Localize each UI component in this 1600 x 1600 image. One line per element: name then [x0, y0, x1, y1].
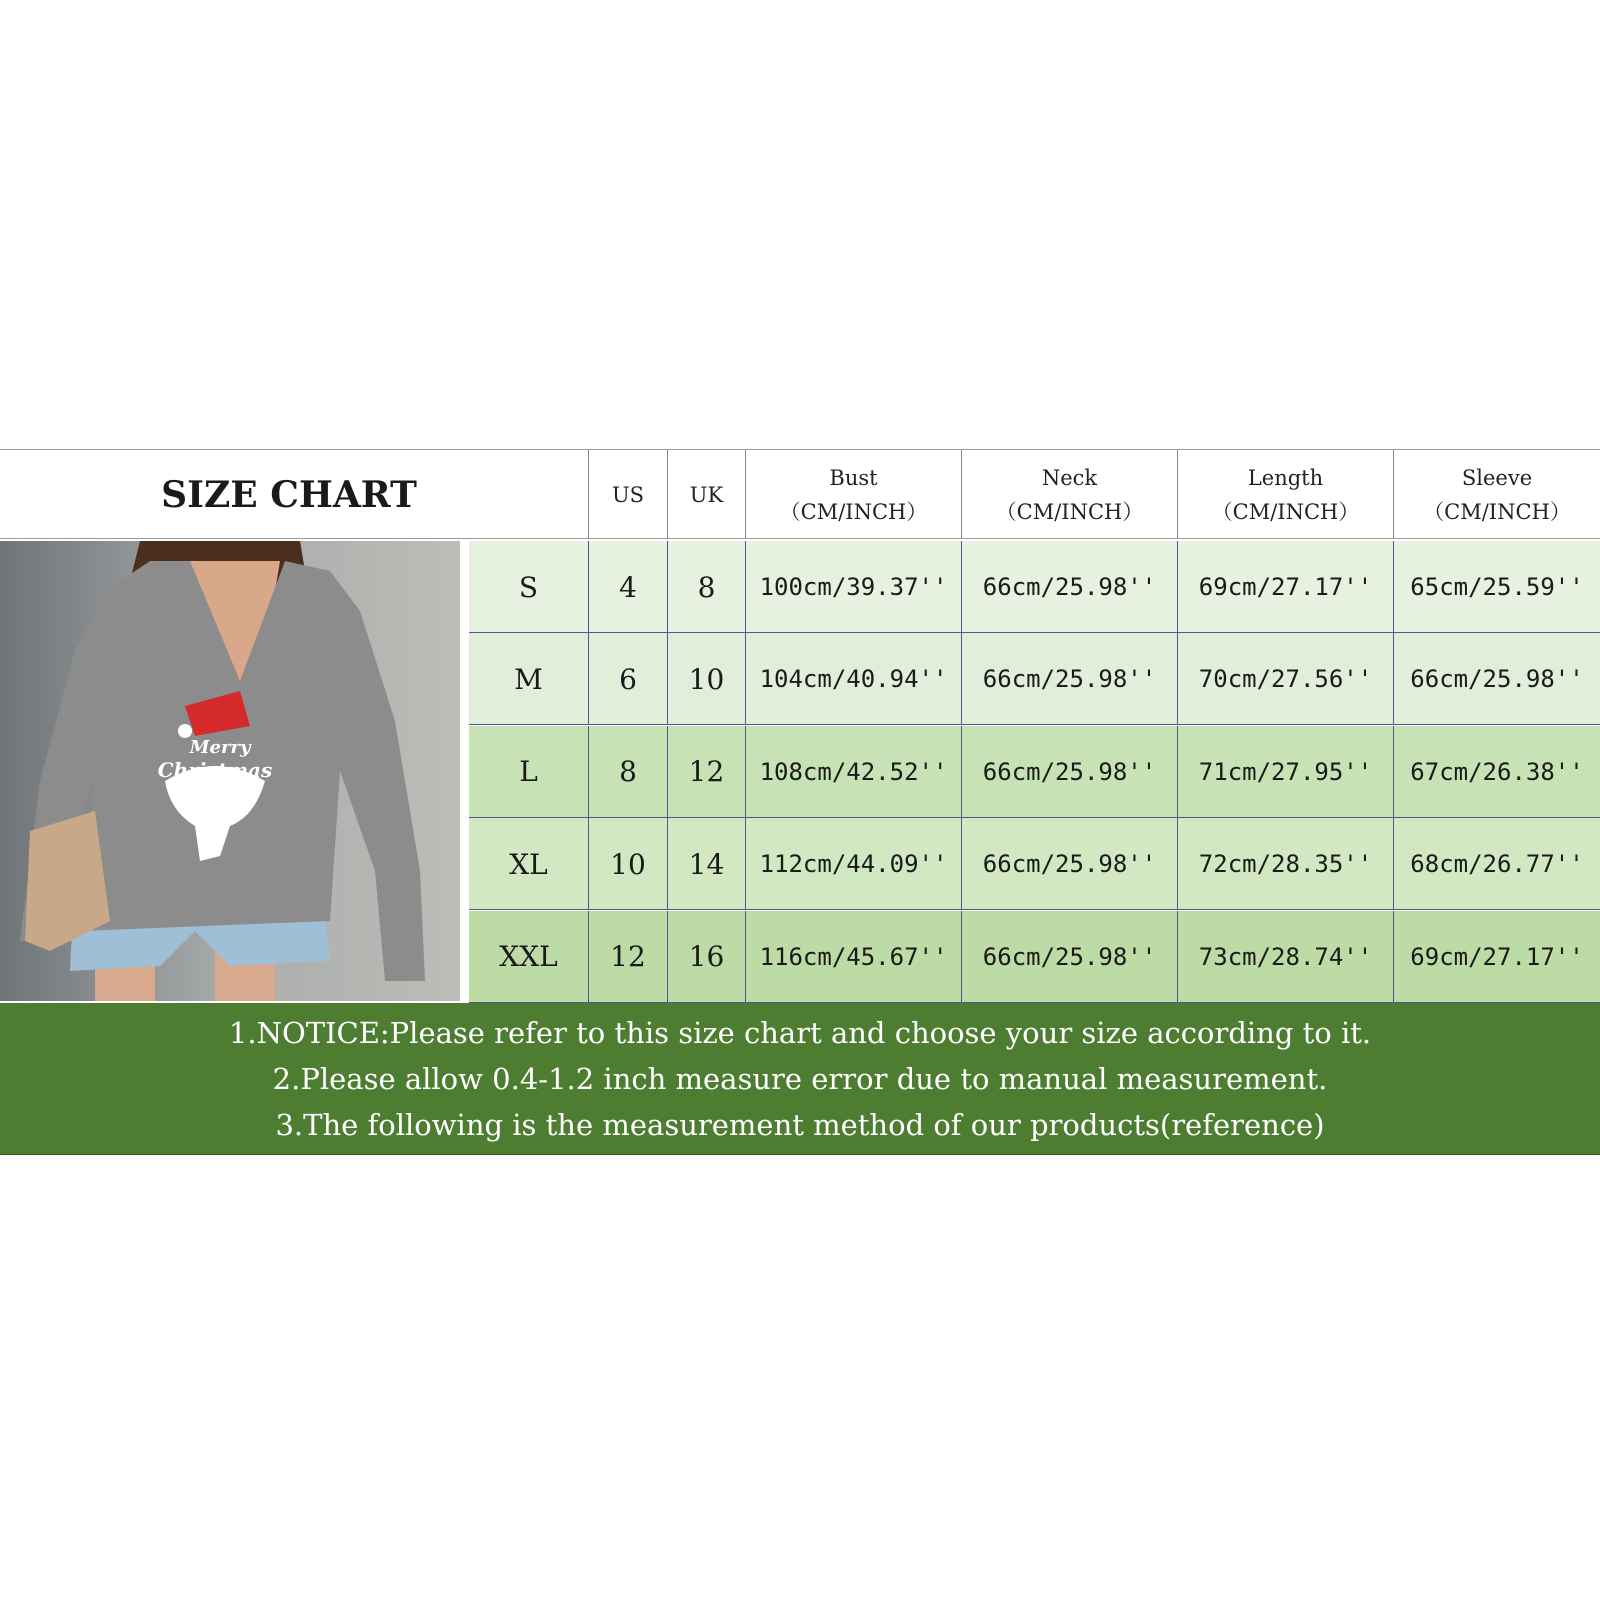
- header-bust-label: Bust: [829, 465, 878, 490]
- cell-sleeve: 69cm/27.17'': [1393, 911, 1600, 1003]
- chart-title: SIZE CHART: [161, 474, 417, 516]
- header-us: [588, 450, 667, 539]
- notice-line-1: 1.NOTICE:Please refer to this size chart and choose your size according to it.: [228, 1015, 1372, 1050]
- cell-uk: 12: [667, 726, 745, 818]
- print-line2: Christmas: [157, 758, 273, 782]
- hat-pompom: [178, 724, 192, 738]
- cell-us: 4: [588, 541, 667, 633]
- header-uk: [667, 450, 745, 539]
- cell-us: 6: [588, 633, 667, 725]
- cell-length: 71cm/27.95'': [1177, 726, 1393, 818]
- cell-uk: 10: [667, 633, 745, 725]
- cell-length: 73cm/28.74'': [1177, 911, 1393, 1003]
- product-photo: [0, 541, 460, 1001]
- cell-neck: 66cm/25.98'': [961, 818, 1177, 910]
- model-illustration: [0, 541, 460, 1001]
- cell-neck: 66cm/25.98'': [961, 541, 1177, 633]
- header-sleeve-label: Sleeve: [1461, 465, 1533, 490]
- table-row: [469, 818, 1600, 910]
- cell-bust: 100cm/39.37'': [745, 541, 961, 633]
- cell-size: M: [514, 662, 543, 696]
- header-bust: [745, 450, 961, 539]
- cell-size: XXL: [499, 940, 558, 974]
- notice-line-2: 2.Please allow 0.4-1.2 inch measure error due to manual measurement.: [272, 1061, 1328, 1096]
- header-row: [0, 449, 1600, 539]
- header-bust-unit: （CM/INCH）: [779, 499, 928, 524]
- table-row: [469, 541, 1600, 633]
- cell-neck: 66cm/25.98'': [961, 726, 1177, 818]
- cell-sleeve: 66cm/25.98'': [1393, 633, 1600, 725]
- header-length-label: Length: [1247, 465, 1324, 490]
- cell-bust: 104cm/40.94'': [745, 633, 961, 725]
- cell-neck: 66cm/25.98'': [961, 633, 1177, 725]
- header-neck: [961, 450, 1177, 539]
- cell-bust: 116cm/45.67'': [745, 911, 961, 1003]
- notice-banner: [0, 1003, 1600, 1155]
- cell-uk: 8: [667, 541, 745, 633]
- header-neck-unit: （CM/INCH）: [995, 499, 1144, 524]
- header-neck-label: Neck: [1041, 465, 1098, 490]
- cell-us: 10: [588, 818, 667, 910]
- header-length: [1177, 450, 1393, 539]
- cell-size: XL: [509, 847, 548, 881]
- header-us-label: US: [611, 482, 645, 507]
- header-length-unit: （CM/INCH）: [1211, 499, 1360, 524]
- table-row: [469, 911, 1600, 1003]
- print-line1: Merry: [189, 737, 251, 758]
- table-row: [469, 633, 1600, 725]
- header-uk-label: UK: [689, 482, 724, 507]
- cell-uk: 16: [667, 911, 745, 1003]
- notice-line-3: 3.The following is the measurement method of our products(reference): [275, 1107, 1325, 1142]
- cell-uk: 14: [667, 818, 745, 910]
- cell-us: 8: [588, 726, 667, 818]
- cell-bust: 112cm/44.09'': [745, 818, 961, 910]
- cell-length: 72cm/28.35'': [1177, 818, 1393, 910]
- cell-sleeve: 65cm/25.59'': [1393, 541, 1600, 633]
- cell-length: 70cm/27.56'': [1177, 633, 1393, 725]
- table-row: [469, 726, 1600, 818]
- header-sleeve-unit: （CM/INCH）: [1423, 499, 1571, 524]
- cell-length: 69cm/27.17'': [1177, 541, 1393, 633]
- cell-size: S: [518, 570, 539, 604]
- cell-sleeve: 67cm/26.38'': [1393, 726, 1600, 818]
- cell-bust: 108cm/42.52'': [745, 726, 961, 818]
- cell-sleeve: 68cm/26.77'': [1393, 818, 1600, 910]
- cell-neck: 66cm/25.98'': [961, 911, 1177, 1003]
- header-sleeve: [1393, 450, 1600, 539]
- size-chart: [0, 449, 1600, 1154]
- cell-size: L: [519, 755, 538, 789]
- size-table: [469, 541, 1600, 1003]
- cell-us: 12: [588, 911, 667, 1003]
